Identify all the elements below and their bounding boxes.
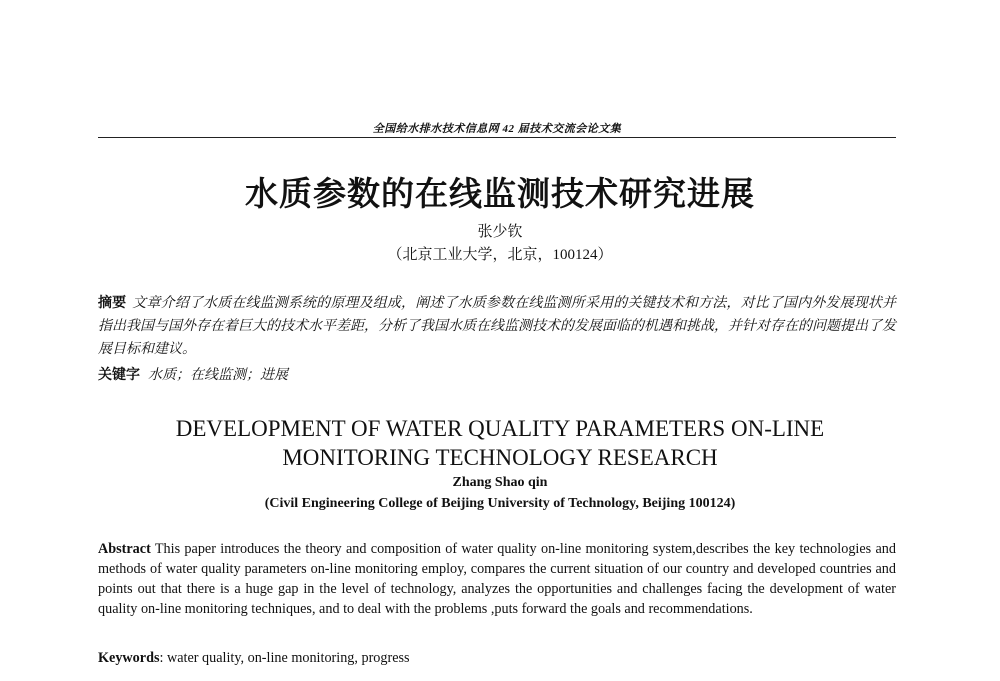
english-keywords-label: Keywords xyxy=(98,650,160,666)
english-abstract xyxy=(98,539,896,619)
english-keywords xyxy=(98,648,896,668)
chinese-abstract-label: 摘要 xyxy=(98,295,127,311)
chinese-abstract-text: 文章介绍了水质在线监测系统的原理及组成，阐述了水质参数在线监测所采用的关键技术和方法，对比了国内外发展现状并指出我国与国外存在着巨大的技术水平差距，分析了我国水质在线监测技术的发展面临的机遇和挑战，并针对存在的问题提出了发展目标和建议。 xyxy=(98,296,897,357)
chinese-title: 水质参数的在线监测技术研究进展 xyxy=(245,174,755,213)
english-keywords-text: : water quality, on-line monitoring, progress xyxy=(159,650,410,666)
header-rule xyxy=(98,137,896,138)
chinese-author: 张少钦 xyxy=(477,224,523,240)
chinese-keywords-label: 关键字 xyxy=(98,367,140,383)
running-header: 全国给水排水技术信息网 42 届技术交流会论文集 xyxy=(372,123,622,135)
chinese-keywords xyxy=(98,364,896,387)
english-title xyxy=(0,414,1000,472)
english-affiliation: (Civil Engineering College of Beijing University of Technology, Beijing 100124) xyxy=(264,496,736,511)
chinese-affiliation: （北京工业大学，北京，100124） xyxy=(387,247,613,263)
chinese-abstract xyxy=(98,292,896,361)
english-abstract-text: This paper introduces the theory and composition of water quality on-line monitoring system,describes the key technologies and methods of water quality parameters on-line monitoring employ, compares the current situation of our country and developed countries and points out that there is a huge gap in the level of technology, analyzes the opportunities and challenges facing the development of water quality on-line monitoring techniques, and to deal with the problems ,puts forward the goals and recommendations. xyxy=(98,541,896,617)
chinese-keywords-text: 水质；在线监测；进展 xyxy=(148,368,288,383)
english-title-line-1: DEVELOPMENT OF WATER QUALITY PARAMETERS ON-LINE xyxy=(175,416,825,441)
english-abstract-label: Abstract xyxy=(98,541,151,557)
english-title-line-2: MONITORING TECHNOLOGY RESEARCH xyxy=(282,445,718,470)
english-author: Zhang Shao qin xyxy=(452,475,548,490)
